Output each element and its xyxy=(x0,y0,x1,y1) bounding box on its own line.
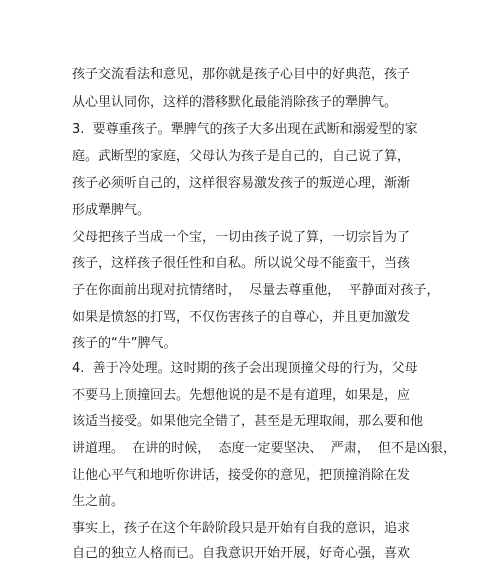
text-line: 从心里认同你，这样的潜移默化最能消除孩子的犟脾气。 xyxy=(72,95,398,110)
text-line: 事实上，孩子在这个年龄阶段只是开始有自我的意识，追求 xyxy=(72,521,411,536)
text-line: 孩子交流看法和意见，那你就是孩子心目中的好典范，孩子 xyxy=(72,67,411,82)
text-line: 讲道理。 在讲的时候， 态度一定要坚决、 严肃， 但不是凶狠， xyxy=(72,441,457,456)
text-line: 庭。武断型的家庭，父母认为孩子是自己的，自己说了算， xyxy=(72,149,411,164)
text-line: 父母把孩子当成一个宝，一切由孩子说了算，一切宗旨为了 xyxy=(72,230,411,245)
text-line: 孩子，这样孩子很任性和自私。所以说父母不能蛮干，当孩 xyxy=(72,256,411,271)
text-line: 自己的独立人格而已。自我意识开始开展，好奇心强，喜欢 xyxy=(72,546,411,561)
text-line: 生之前。 xyxy=(72,494,125,509)
text-line: 3. 要尊重孩子。犟脾气的孩子大多出现在武断和溺爱型的家 xyxy=(72,122,418,137)
text-line: 子在你面前出现对抗情绪时， 尽量去尊重他， 平静面对孩子， xyxy=(72,283,440,298)
text-line: 不要马上顶撞回去。先想他说的是不是有道理，如果是，应 xyxy=(72,388,411,403)
text-line: 该适当接受。如果他完全错了，甚至是无理取闹，那么要和他 xyxy=(72,414,424,429)
text-line: 4. 善于冷处理。这时期的孩子会出现顶撞父母的行为，父母 xyxy=(72,361,418,376)
text-line: 孩子的“牛”脾气。 xyxy=(72,336,177,351)
text-line: 孩子必须听自己的，这样很容易激发孩子的叛逆心理，渐渐 xyxy=(72,176,411,191)
text-line: 让他心平气和地听你讲话，接受你的意见，把顶撞消除在发 xyxy=(72,468,411,483)
text-line: 形成犟脾气。 xyxy=(72,203,151,218)
text-line: 如果是愤怒的打骂，不仅伤害孩子的自尊心，并且更加激发 xyxy=(72,310,411,325)
